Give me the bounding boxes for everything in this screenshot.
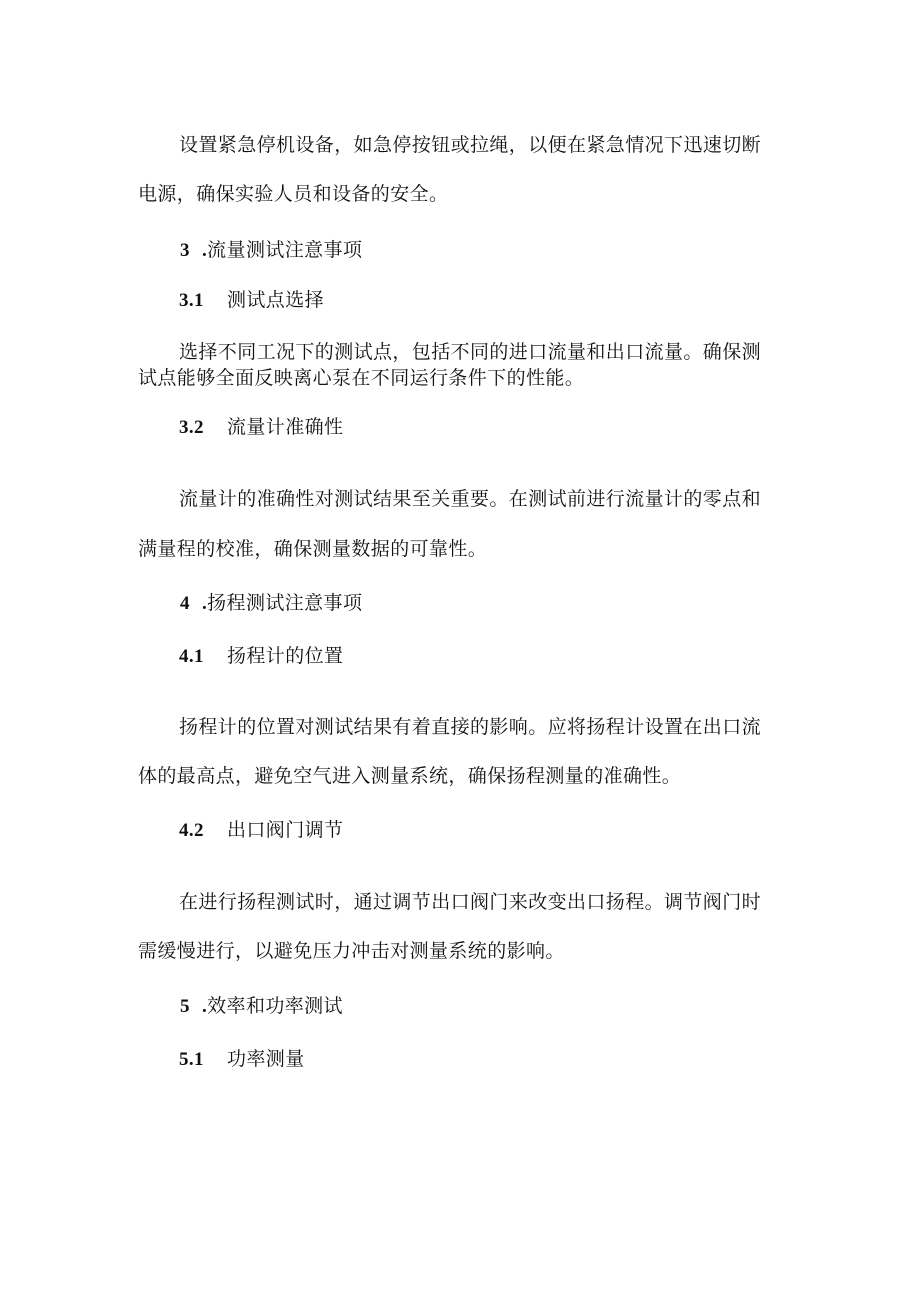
- subsection-title: 功率测量: [227, 1048, 305, 1070]
- paragraph-head-gauge-line-2: 体的最高点，避免空气进入测量系统，确保扬程测量的准确性。: [138, 765, 682, 787]
- subsection-number: 3.2: [179, 417, 204, 438]
- section-number-dot: .: [202, 593, 208, 614]
- subsection-title: 流量计准确性: [227, 416, 344, 438]
- paragraph-emergency-stop-line-2: 电源，确保实验人员和设备的安全。: [138, 183, 449, 205]
- paragraph-outlet-valve-line-2: 需缓慢进行，以避免压力冲击对测量系统的影响。: [138, 940, 565, 962]
- paragraph-test-points-line-2: 试点能够全面反映离心泵在不同运行条件下的性能。: [138, 367, 585, 389]
- paragraph-flowmeter-line-1: 流量计的准确性对测试结果至关重要。在测试前进行流量计的零点和: [179, 488, 762, 510]
- subsection-heading-5-1: [179, 1047, 305, 1072]
- subsection-title: 出口阀门调节: [227, 819, 344, 841]
- paragraph-test-points-line-1: 选择不同工况下的测试点，包括不同的进口流量和出口流量。确保测: [179, 341, 762, 363]
- subsection-number: 4.1: [179, 646, 204, 667]
- subsection-number: 4.2: [179, 820, 204, 841]
- section-number-dot: .: [202, 996, 208, 1017]
- section-title: 流量测试注意事项: [207, 239, 363, 261]
- section-heading-3: [180, 238, 362, 263]
- section-heading-4: [180, 591, 362, 616]
- paragraph-head-gauge-line-1: 扬程计的位置对测试结果有着直接的影响。应将扬程计设置在出口流: [179, 716, 762, 738]
- subsection-title: 扬程计的位置: [227, 645, 344, 667]
- paragraph-outlet-valve-line-1: 在进行扬程测试时，通过调节出口阀门来改变出口扬程。调节阀门时: [179, 891, 762, 913]
- section-title: 扬程测试注意事项: [207, 592, 363, 614]
- subsection-number: 5.1: [179, 1049, 204, 1070]
- section-heading-5: [180, 994, 343, 1019]
- subsection-heading-3-1: [179, 288, 324, 313]
- section-title: 效率和功率测试: [207, 995, 343, 1017]
- section-number-dot: .: [202, 240, 208, 261]
- section-number: 5: [180, 996, 190, 1017]
- subsection-number: 3.1: [179, 290, 204, 311]
- section-number: 4: [180, 593, 190, 614]
- subsection-heading-3-2: [179, 415, 343, 440]
- subsection-heading-4-1: [179, 644, 343, 669]
- subsection-heading-4-2: [179, 818, 343, 843]
- subsection-title: 测试点选择: [227, 289, 325, 311]
- paragraph-flowmeter-line-2: 满量程的校准，确保测量数据的可靠性。: [138, 538, 488, 560]
- section-number: 3: [180, 240, 190, 261]
- paragraph-emergency-stop-line-1: 设置紧急停机设备，如急停按钮或拉绳，以便在紧急情况下迅速切断: [179, 134, 762, 156]
